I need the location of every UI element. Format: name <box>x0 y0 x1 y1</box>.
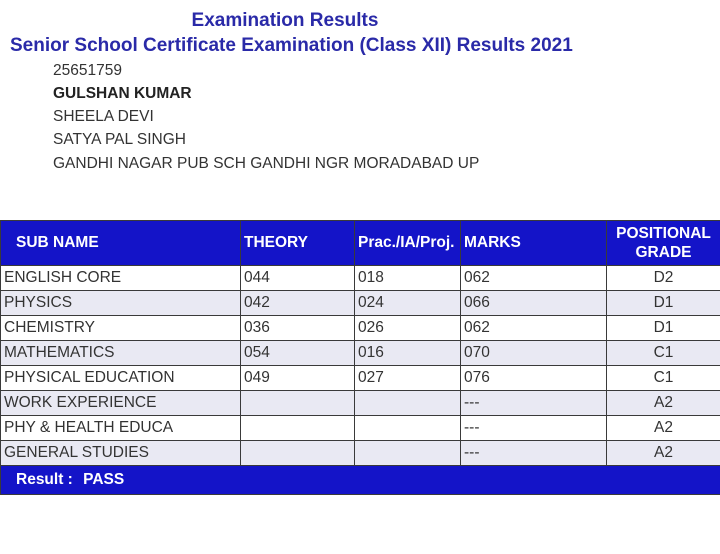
subject-cell: CHEMISTRY <box>1 316 241 341</box>
marks-cell: --- <box>461 416 607 441</box>
page-subtitle: Senior School Certificate Examination (Class XII) Results 2021 <box>10 35 573 56</box>
marks-cell: 062 <box>461 266 607 291</box>
prac-cell <box>355 391 461 416</box>
subject-cell: PHYSICS <box>1 291 241 316</box>
theory-cell: 042 <box>241 291 355 316</box>
table-row <box>1 316 720 341</box>
col-header-sub-name: SUB NAME <box>1 221 241 266</box>
table-row <box>1 266 720 291</box>
page-title: Examination Results <box>191 10 379 31</box>
grade-cell: C1 <box>607 341 720 366</box>
prac-cell: 027 <box>355 366 461 391</box>
theory-cell: 036 <box>241 316 355 341</box>
table-row <box>1 416 720 441</box>
result-cell <box>1 466 720 495</box>
marks-cell: 062 <box>461 316 607 341</box>
theory-cell <box>241 441 355 466</box>
col-header-prac: Prac./IA/Proj. <box>355 221 461 266</box>
marks-cell: 070 <box>461 341 607 366</box>
prac-cell: 016 <box>355 341 461 366</box>
col-header-theory: THEORY <box>241 221 355 266</box>
table-row <box>1 441 720 466</box>
student-name: GULSHAN KUMAR <box>53 85 192 102</box>
col-header-grade: POSITIONAL GRADE <box>607 221 720 266</box>
grade-cell: C1 <box>607 366 720 391</box>
prac-cell: 026 <box>355 316 461 341</box>
grade-cell: A2 <box>607 441 720 466</box>
subject-cell: PHYSICAL EDUCATION <box>1 366 241 391</box>
table-row <box>1 366 720 391</box>
table-row <box>1 291 720 316</box>
marks-cell: --- <box>461 441 607 466</box>
prac-cell <box>355 441 461 466</box>
marks-cell: 076 <box>461 366 607 391</box>
prac-cell: 024 <box>355 291 461 316</box>
table-row <box>1 341 720 366</box>
result-value: PASS <box>83 471 125 488</box>
table-row <box>1 391 720 416</box>
result-row <box>1 466 720 495</box>
col-header-marks: MARKS <box>461 221 607 266</box>
marks-cell: 066 <box>461 291 607 316</box>
prac-cell <box>355 416 461 441</box>
theory-cell: 044 <box>241 266 355 291</box>
grade-cell: D1 <box>607 316 720 341</box>
result-label: Result : <box>16 471 73 488</box>
table-header-row <box>1 221 720 266</box>
father-name: SATYA PAL SINGH <box>53 131 186 148</box>
subject-cell: MATHEMATICS <box>1 341 241 366</box>
grade-cell: D1 <box>607 291 720 316</box>
theory-cell: 054 <box>241 341 355 366</box>
prac-cell: 018 <box>355 266 461 291</box>
grade-cell: A2 <box>607 416 720 441</box>
marks-cell: --- <box>461 391 607 416</box>
theory-cell <box>241 416 355 441</box>
results-table <box>0 220 720 495</box>
subject-cell: PHY & HEALTH EDUCA <box>1 416 241 441</box>
roll-number: 25651759 <box>53 62 122 79</box>
mother-name: SHEELA DEVI <box>53 108 154 125</box>
subject-cell: WORK EXPERIENCE <box>1 391 241 416</box>
subject-cell: GENERAL STUDIES <box>1 441 241 466</box>
grade-cell: A2 <box>607 391 720 416</box>
subject-cell: ENGLISH CORE <box>1 266 241 291</box>
theory-cell <box>241 391 355 416</box>
grade-cell: D2 <box>607 266 720 291</box>
school-name: GANDHI NAGAR PUB SCH GANDHI NGR MORADABAD UP <box>53 155 480 172</box>
theory-cell: 049 <box>241 366 355 391</box>
